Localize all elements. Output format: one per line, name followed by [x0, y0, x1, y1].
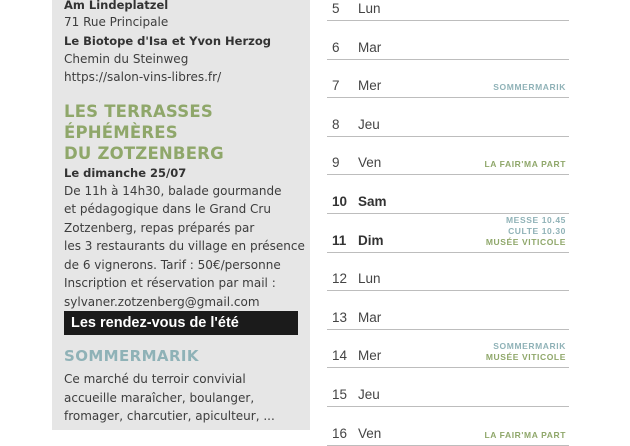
calendar-event-label: LA FAIR'MA PART: [484, 429, 566, 440]
calendar-event-label: CULTE 10.30: [508, 225, 566, 236]
calendar-row-7: [327, 60, 569, 99]
sommermarik-line: accueille maraîcher, boulanger,: [64, 390, 255, 405]
calendar-day-name: Ven: [358, 425, 382, 441]
calendar-day-name: Mar: [358, 39, 382, 55]
calendar-event-label: LA FAIR'MA PART: [484, 159, 566, 170]
terrasses-line: et pédagogique dans le Grand Cru: [64, 202, 271, 216]
calendar-row-10: [327, 175, 569, 214]
calendar-day-name: Jeu: [358, 386, 380, 402]
calendar-list: [327, 0, 569, 441]
calendar-row-8: [327, 98, 569, 137]
calendar-day-number: 16: [332, 425, 348, 441]
terrasses-description: [64, 182, 304, 312]
calendar-event-label: MESSE 10.45: [506, 214, 566, 225]
terrasses-date: Le dimanche 25/07: [64, 165, 187, 180]
biotope-address: Chemin du Steinweg: [64, 51, 189, 66]
calendar-day-number: 15: [332, 386, 348, 402]
calendar-row-16: [327, 407, 569, 446]
terrasses-line: Zotzenberg, repas préparés par: [64, 220, 255, 235]
calendar-day-number: 13: [332, 309, 348, 325]
terrasses-line: De 11h à 14h30, balade gourmande: [64, 183, 282, 198]
calendar-day-number: 5: [332, 1, 340, 16]
calendar-day-name: Ven: [358, 155, 382, 171]
calendar-row-divider: [327, 445, 569, 446]
calendar-day-number: 14: [332, 348, 348, 364]
venue-name: Am Lindeplatzel: [64, 0, 169, 12]
calendar-day-name: Dim: [358, 232, 384, 248]
terrasses-line: de 6 vignerons. Tarif : 50€/personne: [64, 257, 281, 272]
calendar-row-13: [327, 291, 569, 330]
calendar-row-9: [327, 137, 569, 176]
calendar-events: [493, 82, 566, 93]
calendar-events: [486, 215, 566, 248]
terrasses-line: les 3 restaurants du village en présence: [64, 239, 305, 253]
calendar-events: [486, 341, 566, 363]
calendar-day-name: Lun: [358, 1, 381, 16]
calendar-day-number: 9: [332, 155, 340, 171]
calendar-day-name: Mer: [358, 78, 382, 94]
calendar-day-number: 7: [332, 78, 340, 94]
calendar-day-name: Lun: [358, 271, 381, 287]
calendar-day-name: Mer: [358, 348, 382, 364]
calendar-day-name: Mar: [358, 309, 382, 325]
calendar-row-12: [327, 253, 569, 292]
calendar-day-name: Sam: [358, 193, 387, 209]
calendar-event-label: MUSÉE VITICOLE: [485, 352, 566, 363]
calendar-events: [484, 159, 566, 170]
calendar-row-5: [327, 0, 569, 21]
calendar-event-label: SOMMERMARIK: [493, 341, 566, 352]
calendar-event-label: SOMMERMARIK: [493, 82, 566, 93]
terrasses-title-line2: DU ZOTZENBERG: [64, 143, 224, 163]
biotope-name: Le Biotope d'Isa et Yvon Herzog: [64, 33, 271, 48]
salon-url[interactable]: https://salon-vins-libres.fr/: [64, 70, 222, 84]
calendar-row-6: [327, 21, 569, 60]
terrasses-title-line1: LES TERRASSES ÉPHÉMÈRES: [64, 101, 213, 142]
calendar-day-number: 10: [332, 193, 348, 209]
left-column-content: [64, 0, 304, 311]
calendar-events: [484, 430, 566, 441]
sommermarik-line: fromager, charcutier, apiculteur, ...: [64, 409, 275, 423]
calendar-row-15: [327, 368, 569, 407]
terrasses-email[interactable]: sylvaner.zotzenberg@gmail.com: [64, 294, 260, 309]
sommermarik-title: SOMMERMARIK: [64, 347, 199, 365]
terrasses-line: Inscription et réservation par mail :: [64, 276, 276, 290]
venue-address: 71 Rue Principale: [64, 15, 169, 29]
calendar-day-number: 11: [332, 232, 347, 248]
calendar-row-14: [327, 330, 569, 369]
calendar-day-number: 8: [332, 116, 340, 132]
calendar-day-number: 12: [332, 271, 348, 287]
calendar-day-number: 6: [332, 39, 340, 55]
rdv-ete-heading: Les rendez-vous de l'été: [64, 311, 298, 335]
sommermarik-line: Ce marché du terroir convivial: [64, 372, 246, 386]
sommermarik-description: [64, 370, 304, 426]
calendar-row-11: [327, 214, 569, 253]
calendar-day-name: Jeu: [358, 116, 380, 132]
calendar-event-label: MUSÉE VITICOLE: [485, 236, 566, 247]
